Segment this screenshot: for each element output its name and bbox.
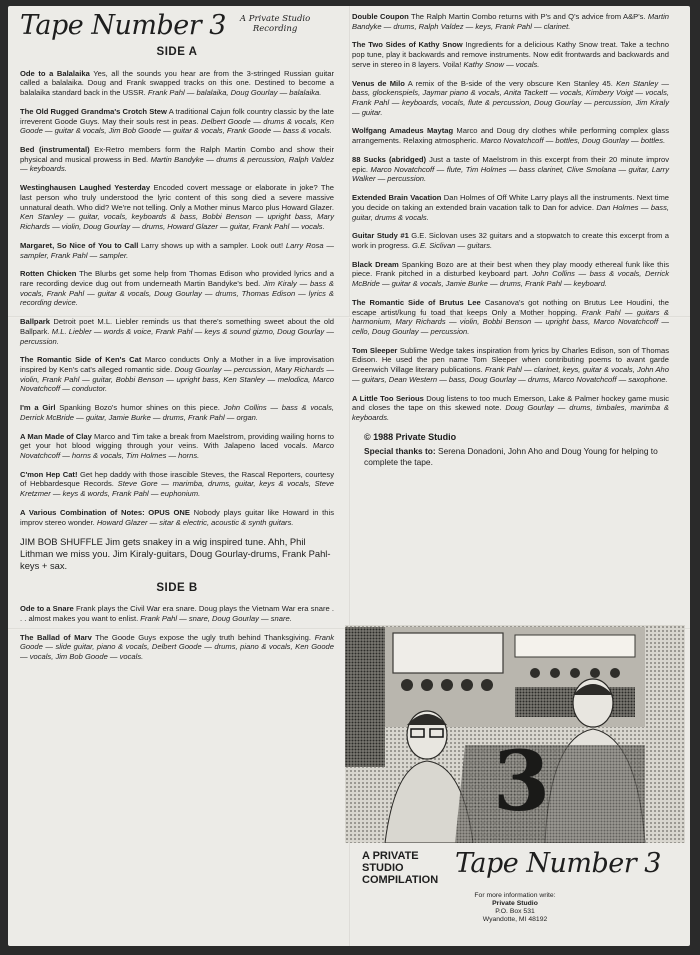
track-credits: Ken Stanley — bass, glockenspiels, Jaymar piano & vocals, Anita Tackett — vocals, Kimbery Voigt — vocals, Frank Pahl — keyboards, vocals, flute & percussion, Doug Gourlay — percussion, Jim Kiraly — guitar. (352, 78, 670, 117)
track-description: A traditional Cajun folk country classic by the late irreverent Goode Guys. May their souls rest in peas. (20, 106, 334, 126)
track-description: Sublime Wedge takes inspiration from lyrics by Charles Edison, son of Thomas Edison. He used the pen name Tom Sleeper when contributing poems to avant garde Greenwich Village literary publications. (352, 345, 669, 375)
track-entry (352, 79, 669, 118)
track-credits: Larry Rosa — sampler, Frank Pahl — sampler. (20, 240, 334, 260)
track-description: Doug listens to too much Emerson, Lake & Palmer hockey game music and closes the tape on this skewed note. (352, 393, 669, 413)
track-description: The Goode Guys expose the ugly truth behind Thanksgiving. (91, 632, 315, 642)
track-credits: Marco Novatchcoff — bottles, Doug Gourlay — bottles. (480, 136, 666, 146)
track-credits: Howard Glazer — sitar & electric, acoustic & synth guitars. (96, 517, 294, 527)
track-title: A Various Combination of Notes: OPUS ONE (20, 507, 190, 517)
track-title: Extended Brain Vacation (352, 193, 442, 203)
track-credits: M.L. Liebler — words & voice, Frank Pahl — keys & sound gizmo, Doug Gourlay — percussion. (20, 326, 334, 346)
track-description: Get hep daddy with those irascible Steves, the Rascal Reporters, courtesy of Hebbardesque Records. (20, 469, 335, 489)
track-credits: John Collins — bass & vocals, Derrick McBride — guitar, Jamie Burke — drums, Frank Pahl — organ. (20, 403, 334, 422)
side-b-heading: SIDE B (156, 581, 198, 594)
track-description: Ingredients for a delicious Kathy Snow treat. Take a techno pop tune, play it backwards and remove instruments. Now edit frontwards and backwards and serve in stereo in 8 layers. Voila! (352, 40, 669, 69)
track-description: Casanova's got nothing on Brutus Lee Houdini, the escape artist/kung fu toad that keeps Only a Mother hopping. (352, 297, 669, 317)
track-entry (20, 107, 334, 136)
track-description: Encoded covert message or elaborate in joke? The last person who truly understood the lyric content of this song died a severe massive unnatural death. Who did? We're not telling. Only a Mother minus Marco plus Howard Glazer. (20, 183, 334, 212)
track-entry (20, 432, 334, 461)
side-b-track-list-right (352, 12, 669, 423)
track-entry (20, 145, 334, 174)
track-entry (352, 193, 669, 222)
track-title: The Ballad of Marv (20, 632, 92, 642)
track-credits: Doug Gourlay — drums, timbales, marimba & keyboards. (352, 403, 669, 422)
track-credits: Martin Bandyke — drums, Ralph Valdez — keys, Frank Pahl — clarinet. (352, 12, 669, 31)
track-description: Just a taste of Maelstrom in this excerpt from their 20 minute improv epic. (352, 154, 669, 174)
track-title: Black Dream (352, 259, 399, 269)
track-credits: Marco Novatchcoff — flute, Tim Holmes — bass clarinet, Clive Smolana — guitar, Larry Walker — percussion. (352, 164, 669, 184)
track-description: Ex-Retro members form the Ralph Martin Combo and show their physical and musical prowess in Bed. (20, 145, 334, 164)
track-entry (20, 403, 334, 422)
track-credits: Delbert Goode — drums & vocals, Ken Goode — guitar & vocals, Jim Bob Goode — guitar & vocals, Frank Goode — bass & vocals. (20, 116, 334, 136)
studio-photo-illustration (345, 625, 685, 843)
copyright: © 1988 Private Studio (364, 431, 457, 442)
track-entry (352, 298, 669, 337)
track-entry (20, 69, 334, 98)
track-entry (352, 346, 669, 385)
track-credits: Dan Holmes — bass, guitar, drums & vocals. (352, 202, 670, 222)
left-column (20, 12, 334, 671)
track-entry (20, 269, 334, 308)
track-title: A Little Too Serious (352, 393, 424, 403)
track-description: Yes, all the sounds you hear are from the 3-stringed Russian guitar called a balalaika. Doug and Frank swapped tracks on this one. Destined to become a balalaika standard back in the USSR. (20, 68, 334, 98)
track-entry (352, 126, 669, 145)
track-credits: Martin Bandyke — drums & percussion, Ralph Valdez — keyboards. (20, 154, 334, 174)
track-title: Rotten Chicken (20, 269, 77, 279)
track-jim-bob-shuffle: JIM BOB SHUFFLE Jim gets snakey in a wig inspired tune. Ahh, Phil Lithman we miss you. Jim Kiraly-guitars, Doug Gourlay-drums, Frank Pahl-keys + sax. (20, 536, 331, 571)
track-entry (352, 40, 669, 69)
side-a-heading: SIDE A (156, 46, 198, 58)
track-description: Dan Holmes of Off White Larry plays all the instruments. Next time you decide on taking an extended brain vacation talk to Dan for advice. (352, 193, 669, 212)
track-description: Spanking Bozo's humor shines on this piece. (55, 403, 224, 413)
studio-photo (345, 625, 685, 843)
track-title: The Old Rugged Grandma's Crotch Stew (20, 106, 167, 116)
track-description: Detroit poet M.L. Liebler reminds us that there's something sweet about the old Ballpark. (20, 317, 334, 336)
contact-info: For more information write: Private Studio P.O. Box 531 Wyandotte, MI 48192 (474, 892, 556, 924)
compilation-label: A PRIVATE STUDIO COMPILATION (362, 850, 439, 887)
photo-numeral: 3 (493, 734, 551, 830)
track-description: Spanking Bozo are at their best when they play moody ethereal funk like this piece. Frank pitched in a disturbed keyboard part. (352, 259, 670, 279)
track-description: A remix of the B-side of the very obscure Ken Stanley 45. (404, 78, 617, 88)
track-description: The Blurbs get some help from Thomas Edison who provided lyrics and a rare recording device dug out from underneath Martin Bandyke's bed. (20, 269, 334, 288)
track-entry (20, 633, 334, 662)
track-entry (352, 12, 669, 31)
track-credits: Marco Novatchcoff — horns & vocals, Tim Holmes — horns. (20, 441, 334, 460)
track-entry (20, 508, 334, 527)
side-b-track-list-left (20, 604, 334, 662)
track-entry (352, 231, 669, 250)
track-description: Marco and Doug dry clothes while performing complex glass arrangements. Relaxing atmospheric. (352, 126, 670, 146)
track-credits: Steve Gore — marimba, drums, guitar, keys & vocals, Steve Kretzmer — keys & words, Frank Pahl — euphonium. (20, 479, 335, 499)
right-column (352, 12, 669, 468)
track-entry (20, 317, 334, 346)
track-title: Wolfgang Amadeus Maytag (352, 126, 454, 136)
tape-title: Tape Number 3 (20, 10, 226, 41)
track-credits: Ken Stanley — guitar, vocals, keyboards & bass, Bobbi Benson — upright bass, Mary Richards — violin, Doug Gourlay — drums, Howard Glazer — guitar, Frank Pahl — vocals. (20, 212, 334, 232)
track-entry (352, 394, 669, 423)
track-credits: Frank Pahl — clarinet, keys, guitar & vocals, John Aho — guitars, Dean Western — bass, Doug Gourlay — drums, Marco Novatchcoff — saxophone. (352, 365, 669, 384)
track-entry (20, 355, 334, 394)
track-credits: Frank Pahl — snare, Doug Gourlay — snare. (140, 614, 292, 623)
track-entry (352, 260, 669, 289)
side-a-track-list (20, 69, 334, 528)
track-title: Westinghausen Laughed Yesterday (20, 183, 151, 193)
special-thanks: Special thanks to: Serena Donadoni, John Aho and Doug Young for helping to complete the tape. (364, 446, 658, 468)
track-title: A Man Made of Clay (20, 431, 92, 441)
track-title: The Two Sides of Kathy Snow (352, 40, 463, 50)
track-credits: Frank Pahl — balalaika, Doug Gourlay — balalaika. (147, 88, 322, 98)
track-description: Frank plays the Civil War era snare. Doug plays the Vietnam War era snare . . . almost makes you want to enlist. (20, 604, 334, 623)
track-title: Double Coupon (352, 12, 409, 21)
track-description: Marco and Tim take a break from Maelstrom, providing wailing horns to get your hot blood wigging through your veins. With Jalapeno laced vocals. (20, 431, 334, 451)
private-studio-recording: A Private Studio Recording (239, 14, 311, 34)
track-entry (20, 241, 334, 260)
track-credits: Frank Pahl — guitars & harmonium, Mary Richards — violin, Bobbi Benson — upright bass, Marco Novatchcoff — cello, Doug Gourlay — percussion. (352, 307, 669, 336)
track-credits: G.E. Siclivan — guitars. (411, 240, 493, 250)
footer-tape-title: Tape Number 3 (455, 848, 661, 879)
track-entry (20, 470, 334, 499)
track-description: G.E. Siclovan uses 32 guitars and a stopwatch to create this excerpt from a work in progress. (352, 231, 669, 250)
track-entry (20, 604, 334, 623)
track-title: Ode to a Snare (20, 604, 74, 614)
track-title: Ballpark (20, 317, 50, 327)
track-title: The Romantic Side of Brutus Lee (352, 297, 481, 307)
track-description: Larry shows up with a sampler. Look out! (138, 240, 286, 250)
track-title: Venus de Milo (352, 78, 405, 88)
track-entry (20, 183, 334, 232)
track-description: Marco conducts Only a Mother in a live improvisation inspired by Ken's cat's alleged romantic side. (20, 355, 335, 374)
track-title: C'mon Hep Cat! (20, 469, 78, 479)
track-credits: John Collins — bass & vocals, Derrick McBride — guitar & vocals, Jamie Burke — drums, Frank Pahl — keyboard. (352, 269, 669, 289)
track-title: Bed (instrumental) (20, 145, 90, 155)
track-description: The Ralph Martin Combo returns with P's and Q's advice from A&P's. (408, 12, 648, 21)
track-title: Tom Sleeper (352, 345, 398, 355)
track-title: Ode to a Balalaika (20, 68, 90, 78)
track-title: Margaret, So Nice of You to Call (20, 240, 139, 250)
track-credits: Frank Goode — slide guitar, piano & vocals, Delbert Goode — drums, piano & vocals, Ken Goode — vocals, Jim Bob Goode — vocals. (20, 632, 334, 662)
track-entry (352, 155, 669, 184)
footer-panel (360, 846, 680, 936)
track-title: 88 Sucks (abridged) (352, 154, 427, 164)
track-credits: Jim Kiraly — bass & vocals, Frank Pahl — guitar & vocals, Doug Gourlay — drums, Thomas Edison — lyrics & recording device. (20, 278, 334, 308)
header (20, 12, 334, 39)
track-title: I'm a Girl (20, 403, 56, 413)
track-title: Guitar Study #1 (352, 231, 409, 241)
track-title: The Romantic Side of Ken's Cat (20, 355, 142, 365)
track-credits: Doug Gourlay — percussion, Mary Richards — violin, Frank Pahl — guitar, Bobbi Benson — upright bass, Ken Stanley — melodica, Marco Novatchcoff — conductor. (20, 364, 334, 394)
track-description: Nobody plays guitar like Howard in this improv stereo wonder. (20, 507, 334, 527)
track-credits: Kathy Snow — vocals. (463, 59, 540, 69)
